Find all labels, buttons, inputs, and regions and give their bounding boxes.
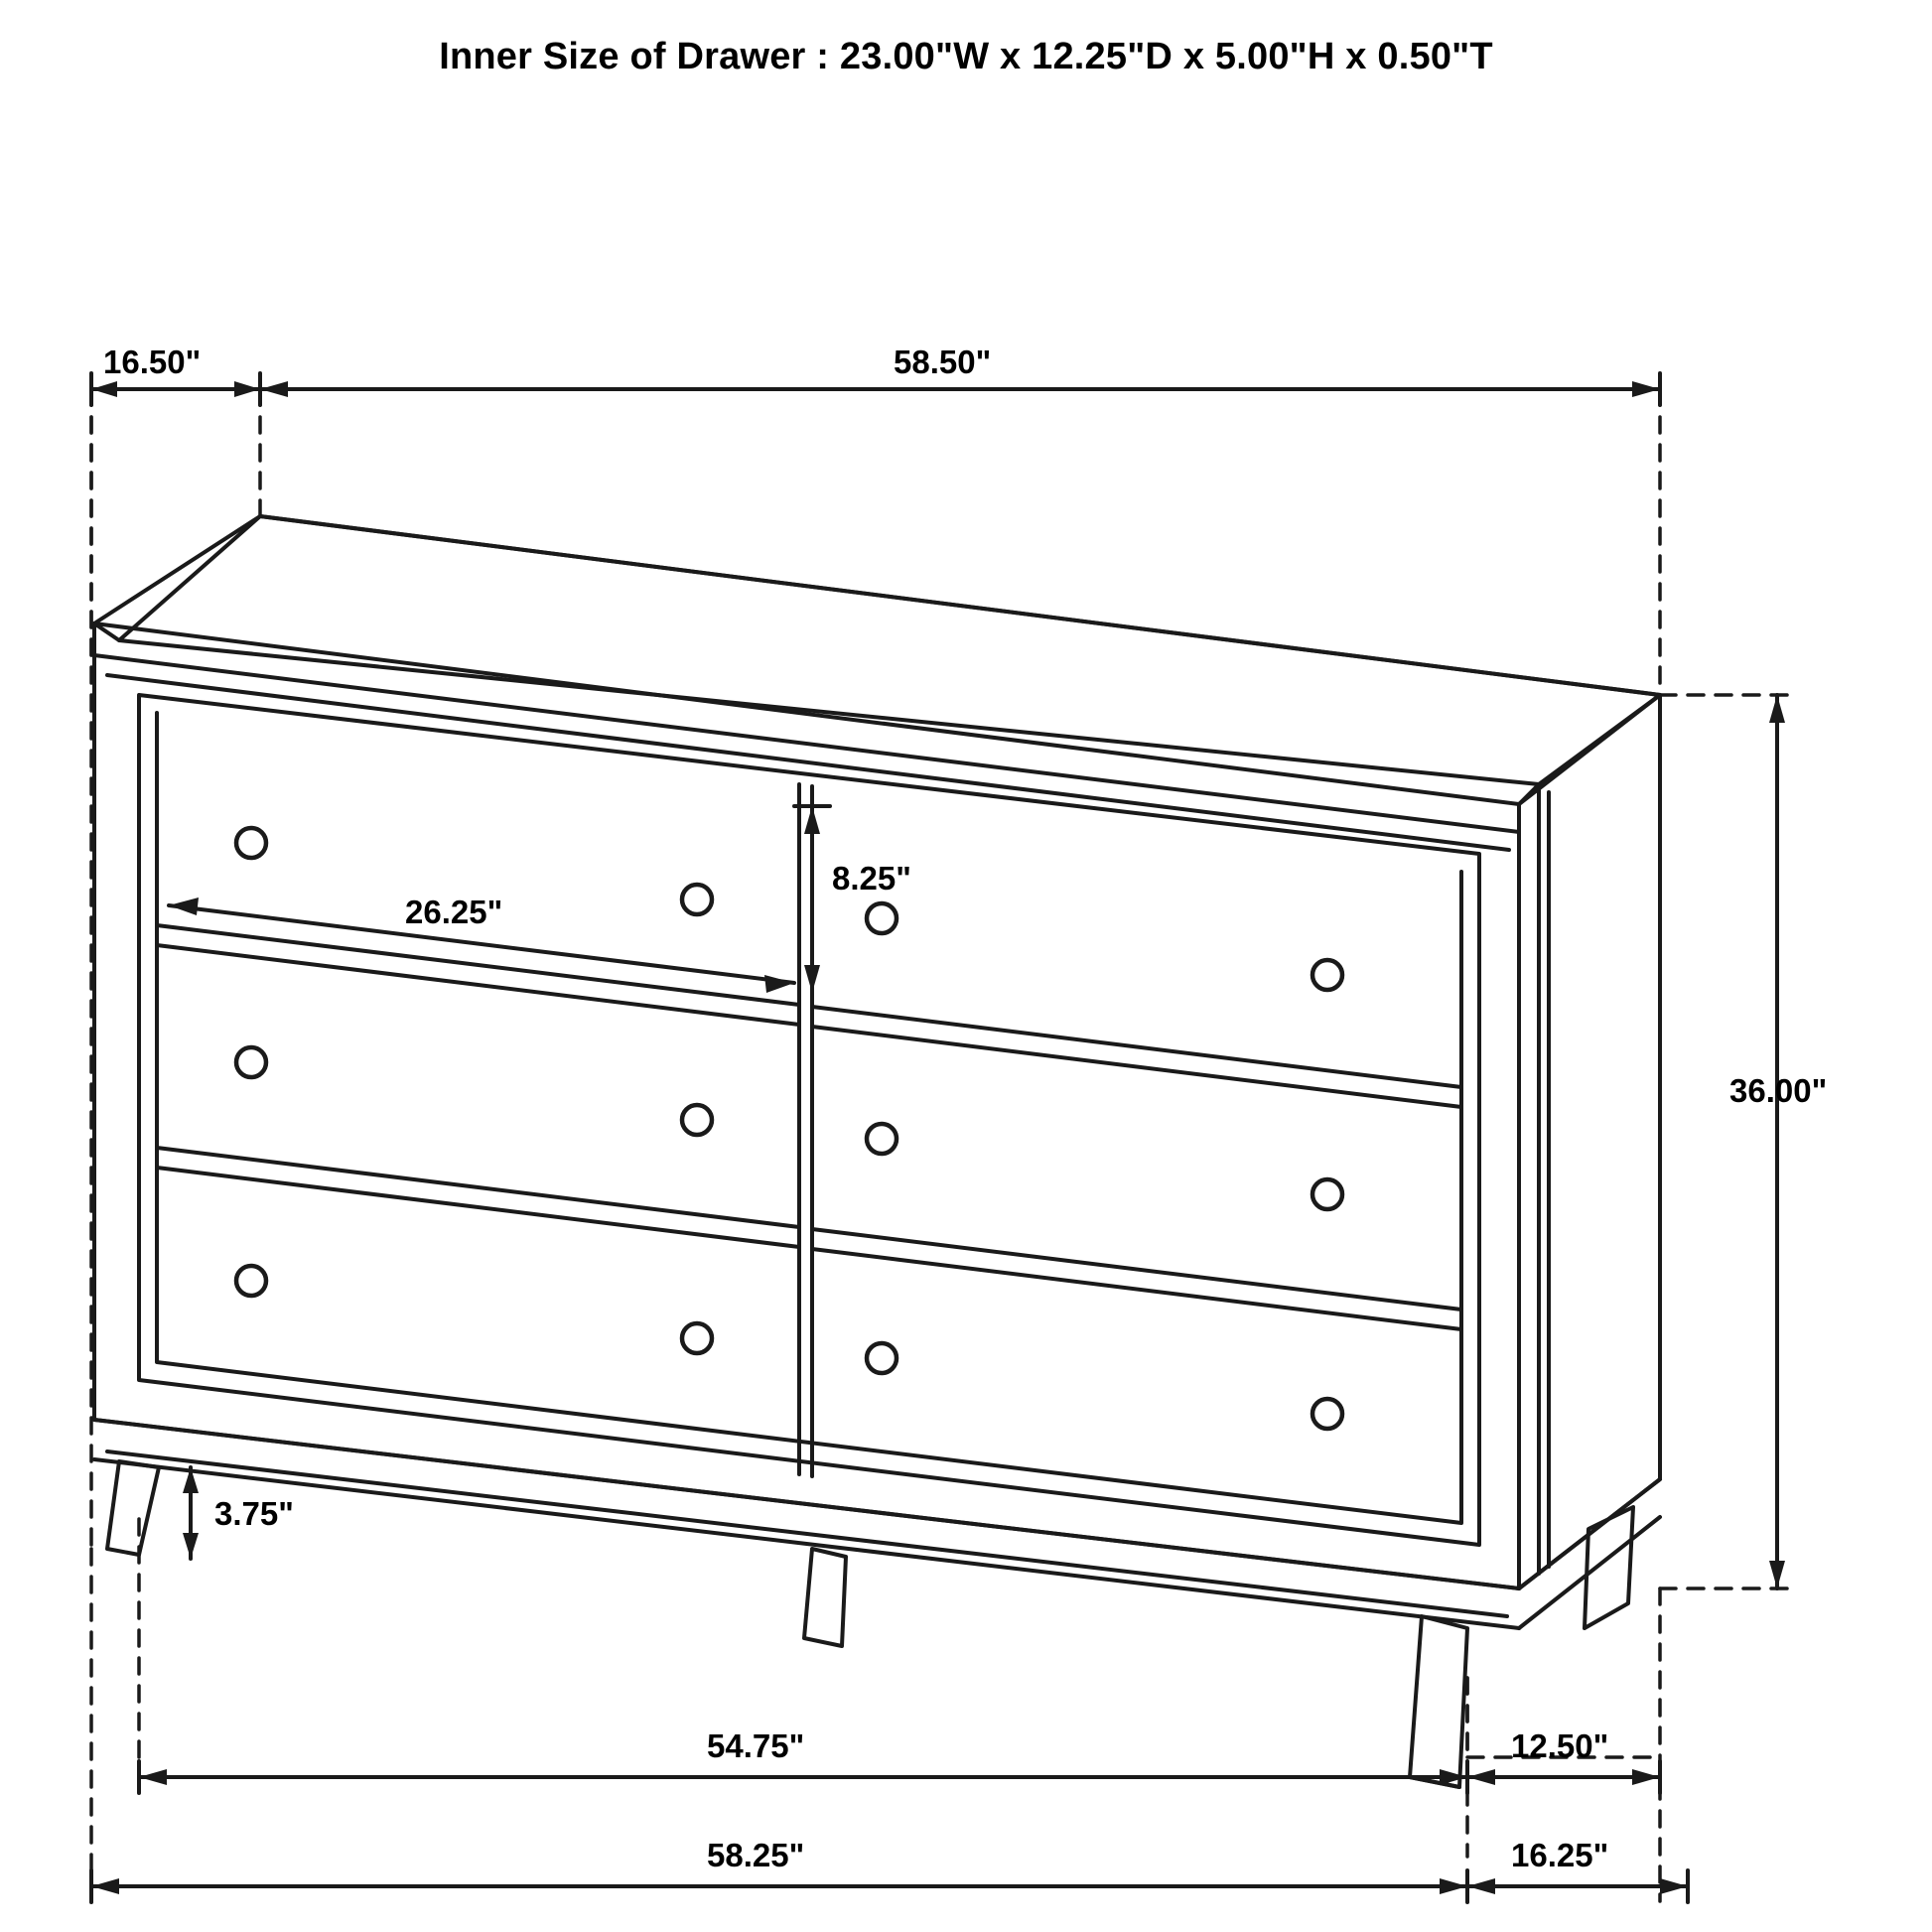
dimension-label-height-right: 36.00": [1729, 1072, 1828, 1109]
top-dimension-line: [91, 373, 1660, 405]
dimension-label-base-outer-depth: 16.25": [1511, 1837, 1609, 1873]
right-dimension-line: [1769, 695, 1785, 1588]
page-title: Inner Size of Drawer : 23.00"W x 12.25"D x 5.00"H x 0.50"T: [439, 36, 1493, 77]
base-outer-depth-dimension: [1467, 1870, 1688, 1902]
drawer-knobs: [236, 828, 1342, 1429]
dimension-label-base-outer-width: 58.25": [707, 1837, 805, 1873]
dimension-label-leg-height: 3.75": [214, 1495, 294, 1532]
base-inner-width-dimension: [139, 1761, 1467, 1793]
dresser-top-surface: [94, 516, 1660, 804]
dimension-label-base-inner-depth: 12.50": [1511, 1727, 1609, 1764]
dimension-label-depth-top: 16.50": [103, 344, 202, 380]
extension-lines: [91, 389, 1787, 1901]
leg-height-arrow: [183, 1467, 199, 1559]
drawer-separators-right: [812, 1007, 1461, 1329]
dresser-side-panel: [1519, 695, 1660, 1588]
dimension-label-drawer-height: 8.25": [832, 860, 911, 897]
base-inner-depth-dimension: [1467, 1761, 1660, 1793]
dimension-label-width-top: 58.50": [894, 344, 992, 380]
dimension-label-base-inner-width: 54.75": [707, 1727, 805, 1764]
base-outer-width-dimension: [91, 1870, 1467, 1902]
dimension-label-drawer-width: 26.25": [405, 894, 503, 930]
